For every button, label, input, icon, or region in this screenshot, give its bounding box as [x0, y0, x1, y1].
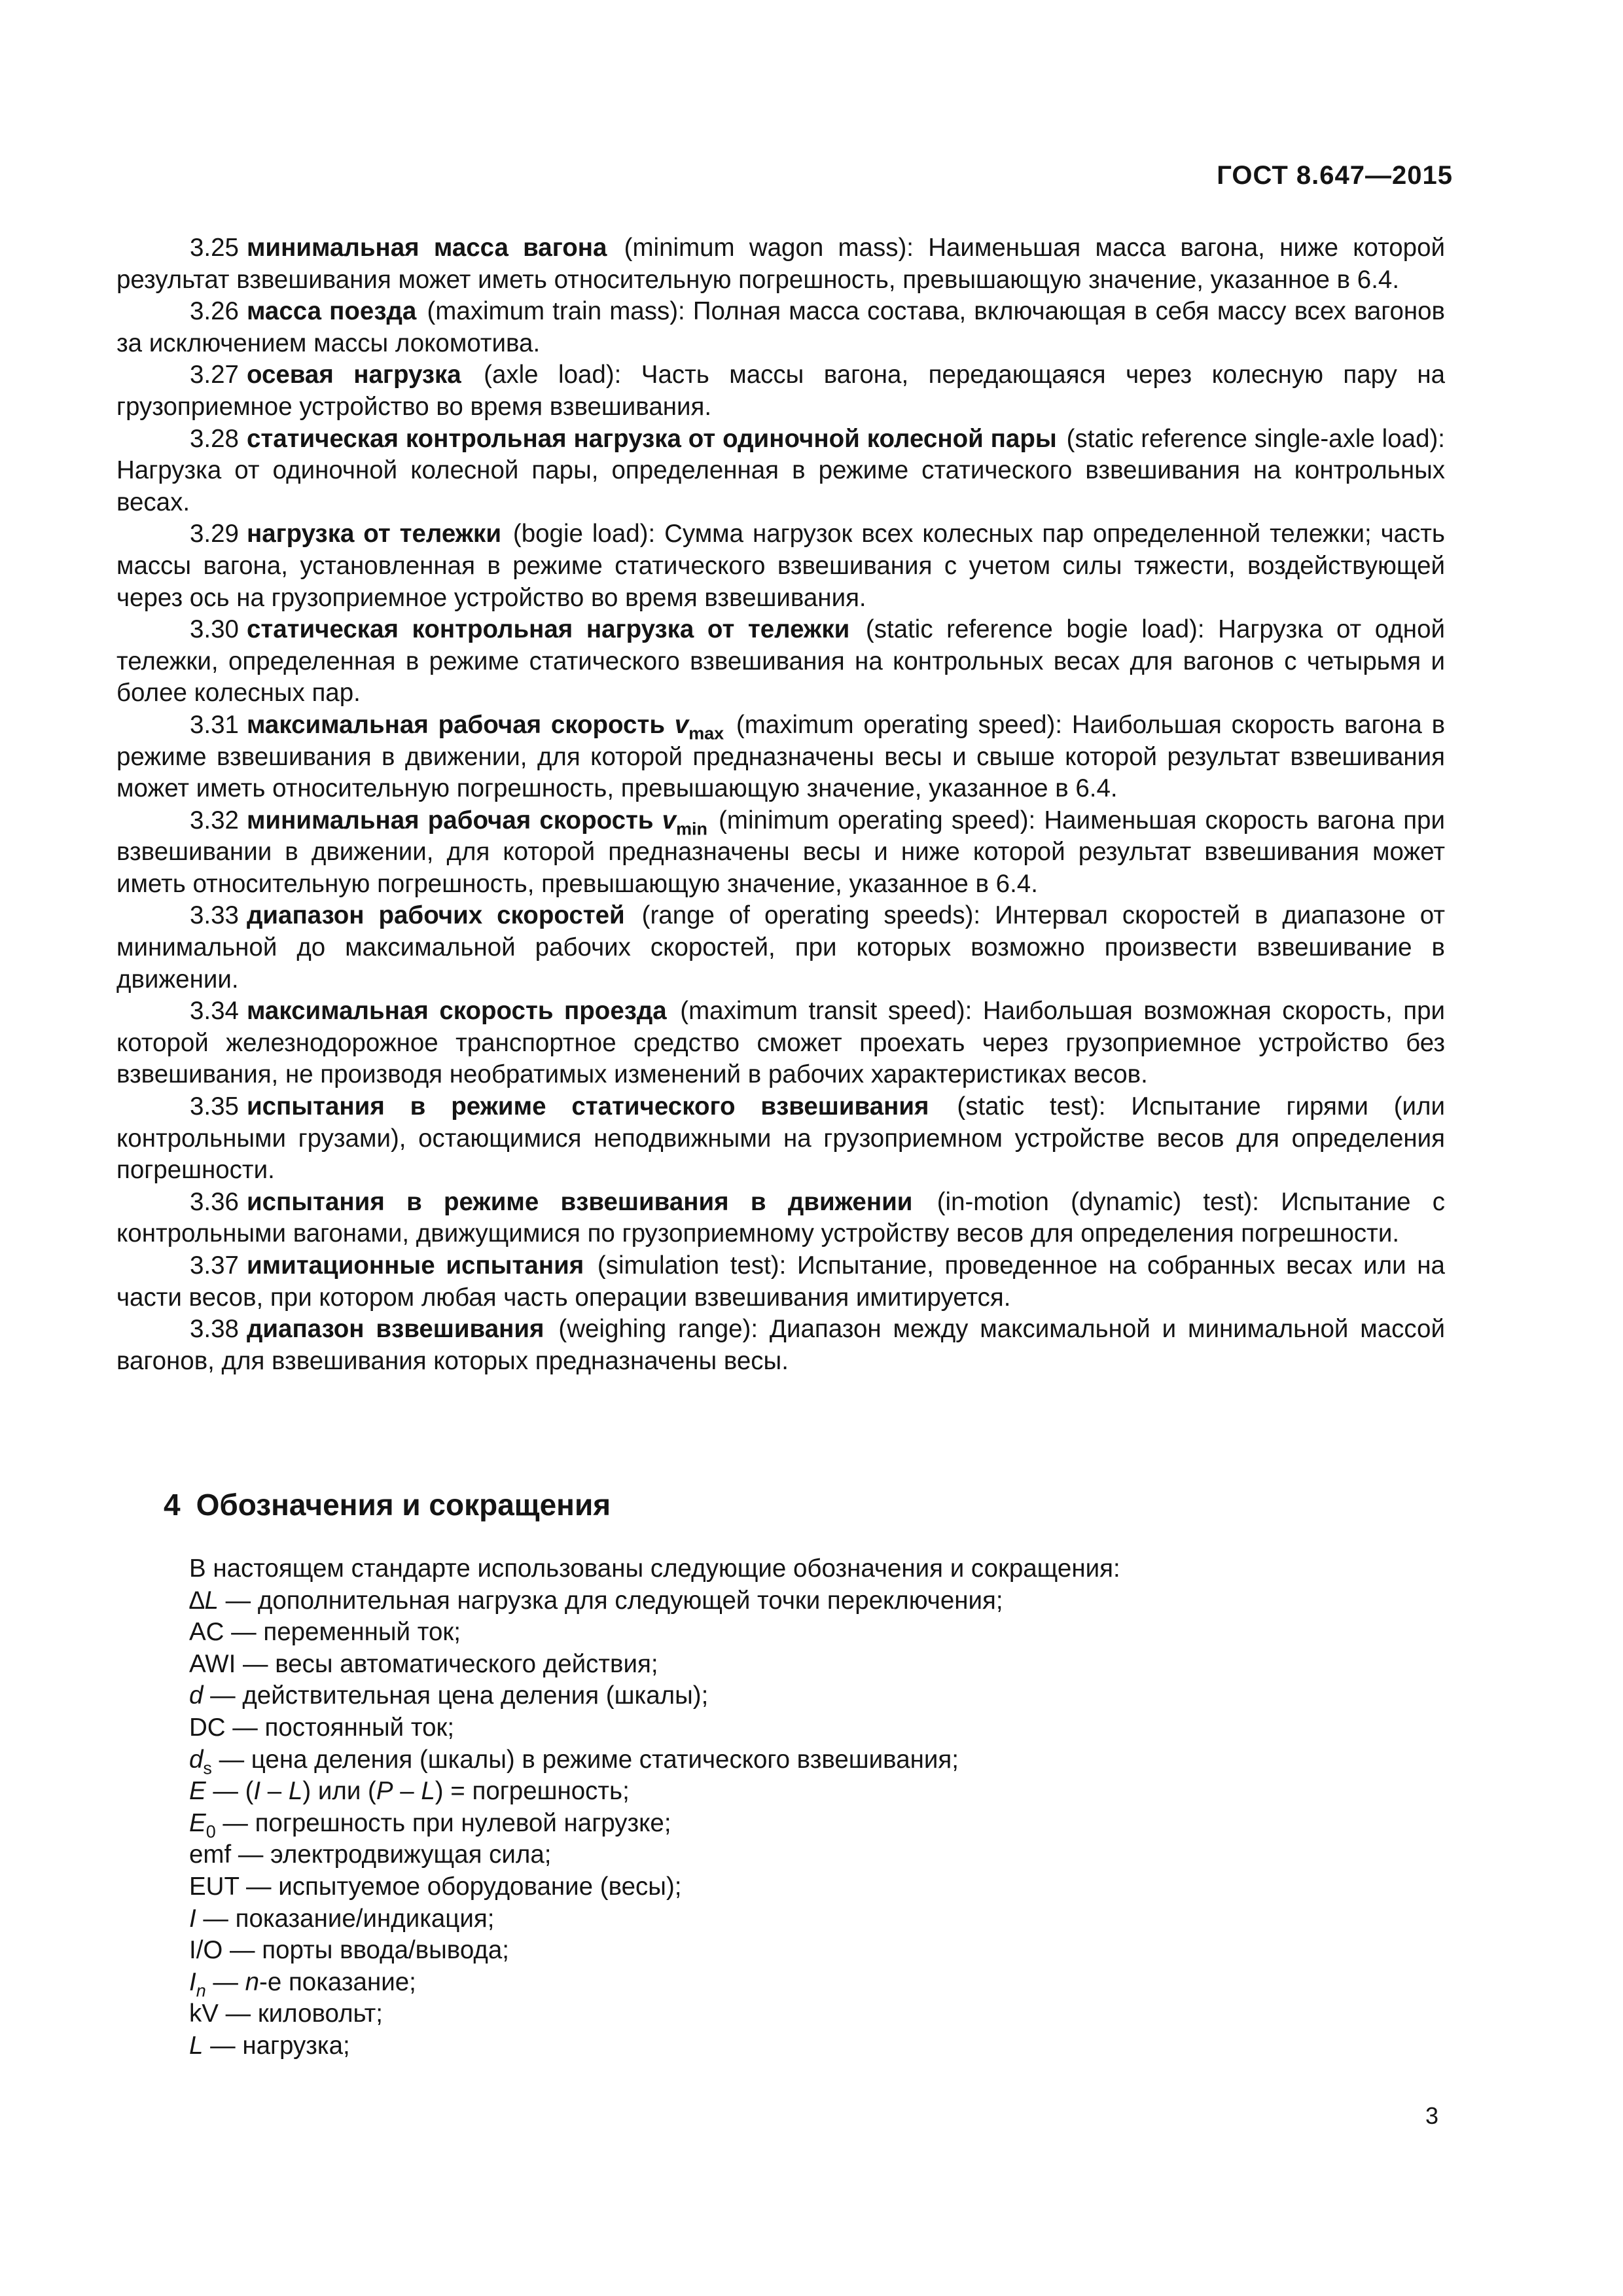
definition-number: 3.36 [190, 1187, 239, 1216]
definition-3-34 [116, 996, 1445, 1091]
abbreviation-item [189, 1585, 1433, 1617]
definition-text: Испытание, проведенное на собранных весах или на части весов, при котором любая часть операции взвешивания имитируется. [116, 1251, 1445, 1312]
abbreviation-symbol: E [189, 1808, 206, 1837]
definition-english-term: (axle load): [484, 361, 622, 389]
definition-term: максимальная рабочая скорость [246, 710, 665, 739]
abbreviation-text: — дополнительная нагрузка для следующей точки переключения; [218, 1586, 1003, 1615]
definition-text: Наименьшая скорость вагона при взвешивании в движении, для которой предназначены весы и ниже которой результат взвешивания может иметь относительную погрешность, превышающую значение, указанное в 6.4. [116, 806, 1445, 898]
abbreviation-text: -е показание; [259, 1967, 416, 1996]
definition-term: нагрузка от тележки [246, 520, 501, 548]
definition-text: Сумма нагрузок всех колесных пар определенной тележки; часть массы вагона, установленная в режиме статического взвешивания с учетом силы тяжести, воздействующей через ось на грузоприемное устройство во время взвешивания. [116, 520, 1445, 612]
definition-number: 3.34 [190, 997, 239, 1026]
definition-term: диапазон рабочих скоростей [246, 901, 625, 930]
definition-number: 3.33 [190, 901, 239, 930]
definition-text: Наибольшая скорость вагона в режиме взвешивания в движении, для которой предназначены весы и свыше которой результат взвешивания может иметь относительную погрешность, превышающую значение, указанное в 6.4. [116, 710, 1446, 803]
definition-text: Наибольшая возможная скорость, при которой железнодорожное транспортное средство сможет проехать через грузоприемное устройство без взвешивания, не производя необратимых изменений в рабочих характеристиках весов. [116, 997, 1445, 1089]
definition-number: 3.35 [190, 1092, 239, 1121]
page-number: 3 [1425, 2102, 1438, 2129]
definition-text: Испытание с контрольными вагонами, движущимися по грузоприемному устройству весов для определения погрешности. [116, 1187, 1446, 1248]
definition-english-term: (minimum operating speed): [719, 806, 1036, 834]
abbreviation-item [189, 2030, 1433, 2062]
definition-text: Полная масса состава, включающая в себя массу всех вагонов за исключением массы локомотива. [116, 297, 1445, 357]
abbreviation-item [189, 1649, 1433, 1681]
abbreviation-symbol: I [189, 1967, 196, 1996]
definition-number: 3.37 [190, 1251, 239, 1280]
definition-number: 3.29 [190, 520, 239, 548]
definition-number: 3.25 [190, 234, 239, 262]
definition-3-32 [116, 805, 1445, 901]
definition-text: Испытание гирями (или контрольными грузами), остающимися неподвижными на грузоприемном устройстве весов для определения погрешности. [116, 1092, 1446, 1185]
abbreviation-item [189, 1998, 1433, 2030]
definition-number: 3.38 [190, 1315, 239, 1344]
abbreviation-text: — действительная цена деления (шкалы); [203, 1681, 709, 1710]
definition-text: Нагрузка от одной тележки, определенная в режиме статического взвешивания на контрольных весах для вагонов с четырьмя и более колесных пар. [116, 615, 1445, 708]
definition-3-35 [116, 1091, 1445, 1187]
definition-3-26 [116, 296, 1445, 359]
abbreviation-item [189, 1712, 1433, 1744]
abbreviation-symbol: AC [189, 1618, 224, 1647]
definition-text: Наименьшая масса вагона, ниже которой результат взвешивания может иметь относительную погрешность, превышающую значение, указанное в 6.4. [116, 234, 1446, 294]
abbreviation-subscript: 0 [205, 1821, 216, 1842]
definition-english-term: (maximum operating speed): [736, 710, 1063, 739]
speed-symbol: v [674, 710, 689, 739]
definition-english-term: (static reference single-axle load): [1066, 424, 1445, 453]
definitions-list [116, 232, 1445, 1377]
abbreviation-item [189, 1776, 1433, 1808]
abbreviation-text: — порты ввода/вывода; [223, 1936, 509, 1965]
definition-3-33 [116, 900, 1445, 996]
definition-3-36 [116, 1187, 1445, 1250]
definition-english-term: (static test): [957, 1092, 1106, 1121]
abbreviation-symbol: EUT [189, 1872, 240, 1901]
definition-number: 3.32 [190, 806, 239, 834]
section-number: 4 [164, 1488, 181, 1522]
abbreviation-text: — постоянный ток; [225, 1713, 455, 1742]
definition-term: диапазон взвешивания [246, 1315, 544, 1344]
formula-symbol-i: I [253, 1777, 261, 1806]
abbreviation-symbol: emf [189, 1840, 232, 1869]
abbreviation-text: — электродвижущая сила; [231, 1840, 552, 1869]
definition-english-term: (range of operating speeds): [641, 901, 981, 930]
section-title: Обозначения и сокращения [196, 1488, 611, 1522]
speed-symbol-subscript: max [688, 723, 724, 744]
formula-part: ) = погрешность; [435, 1777, 630, 1806]
abbreviation-text: — испытуемое оборудование (весы); [239, 1872, 682, 1901]
abbreviation-item [189, 1744, 1433, 1776]
abbreviation-text: — цена деления (шкалы) в режиме статического взвешивания; [211, 1745, 959, 1774]
abbreviation-text: — переменный ток; [224, 1618, 461, 1647]
abbreviation-item [189, 1617, 1433, 1649]
abbreviation-symbol: AWI [189, 1649, 236, 1678]
abbreviations-intro: В настоящем стандарте использованы следующие обозначения и сокращения: [189, 1554, 1120, 1583]
abbreviation-subscript: n [196, 1981, 206, 2001]
speed-symbol-subscript: min [676, 819, 707, 839]
definition-text: Часть массы вагона, передающаяся через колесную пару на грузоприемное устройство во время взвешивания. [116, 361, 1446, 421]
standard-code: ГОСТ 8.647—2015 [1217, 161, 1453, 190]
definition-text: Диапазон между максимальной и минимальной массой вагонов, для взвешивания которых предназначены весы. [116, 1315, 1445, 1375]
definition-number: 3.31 [190, 710, 239, 739]
abbreviation-item [189, 1839, 1433, 1871]
definition-3-31 [116, 709, 1445, 805]
abbreviation-text: — весы автоматического действия; [236, 1649, 658, 1678]
definition-number: 3.30 [190, 615, 239, 644]
abbreviations-list [189, 1553, 1433, 2062]
definition-term: масса поезда [246, 297, 417, 326]
definition-3-37 [116, 1250, 1445, 1314]
abbreviation-symbol: I [189, 1904, 196, 1933]
abbreviation-symbol: E [189, 1777, 206, 1806]
abbreviation-text: — показание/индикация; [196, 1904, 495, 1933]
abbreviation-text: — погрешность при нулевой нагрузке; [215, 1808, 671, 1837]
definition-number: 3.27 [190, 361, 239, 389]
abbreviation-symbol: d [189, 1681, 204, 1710]
definition-english-term: (maximum train mass): [427, 297, 685, 326]
abbreviation-dash: — [205, 1967, 245, 1996]
formula-symbol-l: L [421, 1777, 435, 1806]
definition-3-25 [116, 232, 1445, 296]
definition-number: 3.26 [190, 297, 239, 326]
formula-part: – [260, 1777, 289, 1806]
definition-3-30 [116, 614, 1445, 709]
formula-part: — ( [205, 1777, 254, 1806]
definition-term: минимальная рабочая скорость [246, 806, 654, 834]
abbreviation-symbol: DC [189, 1713, 226, 1742]
abbreviation-text: — киловольт; [218, 2000, 383, 2028]
definition-number: 3.28 [190, 424, 239, 453]
definition-term: максимальная скорость проезда [246, 997, 667, 1026]
abbreviation-item [189, 1967, 1433, 1999]
definition-english-term: (static reference bogie load): [865, 615, 1205, 644]
abbreviation-symbol: ∆L [189, 1586, 219, 1615]
abbreviation-item [189, 1808, 1433, 1840]
definition-english-term: (maximum transit speed): [680, 997, 972, 1026]
definition-3-29 [116, 518, 1445, 614]
definition-text: Нагрузка от одиночной колесной пары, определенная в режиме статического взвешивания на контрольных весах. [116, 456, 1445, 516]
definition-english-term: (weighing range): [558, 1315, 758, 1344]
definition-english-term: (simulation test): [597, 1251, 787, 1280]
abbreviation-item [189, 1903, 1433, 1935]
definition-term: испытания в режиме взвешивания в движении [246, 1187, 913, 1216]
definition-term: испытания в режиме статического взвешивания [246, 1092, 929, 1121]
definition-english-term: (bogie load): [512, 520, 656, 548]
formula-part: – [393, 1777, 421, 1806]
definition-term: минимальная масса вагона [246, 234, 607, 262]
formula-symbol-l: L [288, 1777, 303, 1806]
speed-symbol: v [662, 806, 677, 834]
definition-text: Интервал скоростей в диапазоне от минимальной до максимальной рабочих скоростей, при которых возможно произвести взвешивание в движении. [116, 901, 1445, 994]
definition-term: статическая контрольная нагрузка от одиночной колесной пары [246, 424, 1057, 453]
abbreviation-symbol: I/O [189, 1936, 223, 1965]
definition-term: осевая нагрузка [246, 361, 461, 389]
definition-term: статическая контрольная нагрузка от тележки [246, 615, 850, 644]
abbreviation-item [189, 1935, 1433, 1967]
definition-3-38 [116, 1314, 1445, 1377]
abbreviation-symbol: d [189, 1745, 204, 1774]
definition-term: имитационные испытания [246, 1251, 584, 1280]
formula-symbol-p: P [376, 1777, 393, 1806]
abbreviation-n-symbol: n [245, 1967, 260, 1996]
definition-3-27 [116, 359, 1445, 423]
formula-part: ) или ( [302, 1777, 376, 1806]
definition-english-term: (in-motion (dynamic) test): [936, 1187, 1259, 1216]
abbreviation-symbol: L [189, 2031, 204, 2060]
abbreviation-item [189, 1680, 1433, 1712]
abbreviation-text: — нагрузка; [203, 2031, 350, 2060]
definition-english-term: (minimum wagon mass): [624, 234, 914, 262]
abbreviation-symbol: kV [189, 2000, 219, 2028]
section-heading [164, 1487, 611, 1522]
abbreviation-item [189, 1871, 1433, 1903]
abbreviation-subscript: s [203, 1757, 212, 1778]
definition-3-28 [116, 423, 1445, 519]
